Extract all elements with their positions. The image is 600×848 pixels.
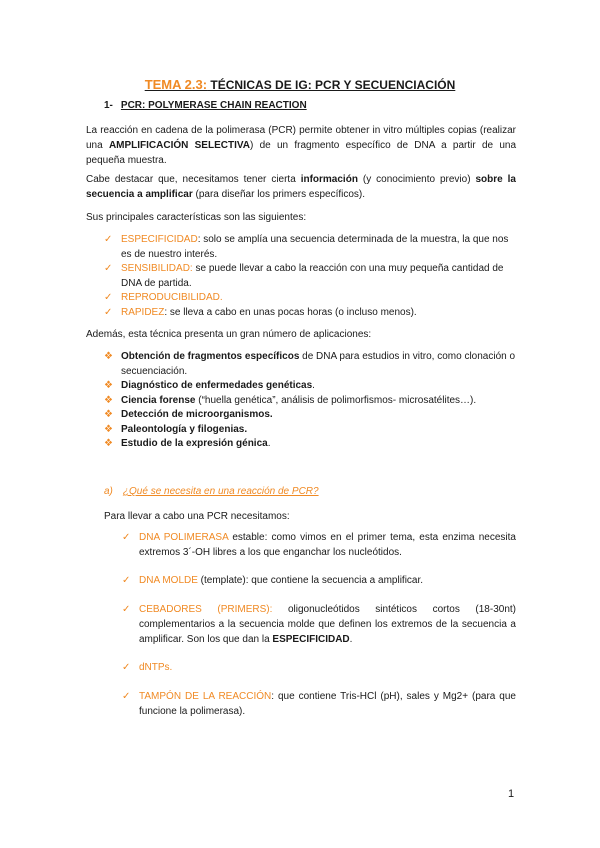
item-text: : se lleva a cabo en unas pocas horas (o incluso menos). [164, 306, 417, 318]
page-title [0, 77, 600, 92]
list-item [104, 233, 516, 262]
item-text: de DNA para estudios in vitro, como clonación o secuenciación. [121, 351, 516, 377]
item-term: CEBADORES (PRIMERS): [139, 604, 273, 615]
item-term: TAMPÓN DE LA REACCIÓN [139, 691, 272, 702]
item-term: REPRODUCIBILIDAD. [121, 292, 223, 303]
title-number: TEMA 2.3: [144, 77, 208, 92]
item-term: RAPIDEZ [121, 306, 165, 318]
paragraph-information [86, 172, 516, 202]
subsection-label: ¿Qué se necesita en una reacción de PCR? [122, 486, 319, 497]
item-text-end: . [349, 634, 353, 645]
characteristics-list [104, 233, 516, 320]
para2-bold-d: sobre la secuencia a amplificar [86, 174, 516, 200]
item-term: dNTPs. [139, 662, 173, 673]
item-term: DNA POLIMERASA [139, 532, 229, 543]
section-heading [104, 100, 307, 111]
list-item [122, 660, 516, 675]
list-item [104, 423, 516, 438]
list-item [104, 408, 516, 423]
section-number: 1- [104, 100, 113, 111]
list-item [104, 350, 516, 379]
item-term: ESPECIFICIDAD [121, 234, 198, 245]
paragraph-intro [86, 123, 516, 168]
item-text: : solo se amplía una secuencia determinada de la muestra, la que nos es de nuestro interés. [121, 234, 509, 260]
para2-text-a: Cabe destacar que, necesitamos tener cierta [86, 174, 301, 185]
list-item [104, 394, 516, 409]
subsection-heading [104, 486, 319, 497]
list-item [122, 573, 516, 588]
ingredients-list [122, 530, 516, 560]
item-text: (template): que contiene la secuencia a amplificar. [197, 575, 424, 586]
paragraph-applications-intro: Además, esta técnica presenta un gran número de aplicaciones: [86, 329, 372, 340]
para1-text-a: La reacción en cadena de la polimerasa (PCR) permite obtener in vitro múltiples copias (realizar una [86, 125, 516, 151]
subsection-number: a) [104, 486, 113, 497]
para2-text-c: (y conocimiento previo) [357, 174, 476, 185]
item-bold: Detección de microorganismos. [121, 409, 273, 420]
item-text: oligonucleótidos sintéticos cortos (18-30nt) complementarios a la secuencia molde que definen los extremos de la secuencia a amplificar. Son los que dan la [139, 604, 516, 645]
item-term: SENSIBILIDAD: [121, 263, 193, 274]
list-item [104, 291, 516, 306]
ingredients-list [122, 689, 516, 719]
list-item [104, 262, 516, 291]
item-bold: Diagnóstico de enfermedades genéticas [121, 380, 313, 391]
list-item [122, 530, 516, 560]
item-text: se puede llevar a cabo la reacción con una muy pequeña cantidad de DNA de partida. [121, 263, 504, 289]
item-text: . [267, 438, 271, 449]
list-item [122, 689, 516, 719]
item-text: (“huella genética”, análisis de polimorfismos- microsatélites…). [195, 394, 477, 406]
list-item [122, 602, 516, 647]
item-text: : que contiene Tris-HCl (pH), sales y Mg2+ (para que funcione la polimerasa). [139, 691, 516, 717]
item-bold: ESPECIFICIDAD [272, 634, 350, 645]
item-bold: Ciencia forense [121, 394, 196, 406]
page-number: 1 [508, 788, 515, 800]
ingredients-list [122, 573, 516, 588]
paragraph-requirements-intro: Para llevar a cabo una PCR necesitamos: [104, 511, 290, 522]
ingredients-list [122, 660, 516, 675]
title-text: TÉCNICAS DE IG: PCR Y SECUENCIACIÓN [207, 78, 456, 92]
list-item [104, 379, 516, 394]
para1-bold: AMPLIFICACIÓN SELECTIVA [108, 140, 251, 151]
paragraph-characteristics-intro: Sus principales características son las siguientes: [86, 212, 307, 223]
para1-text-c: ) de un fragmento específico de DNA a partir de una pequeña muestra. [86, 140, 517, 166]
section-label: PCR: POLYMERASE CHAIN REACTION [120, 100, 307, 111]
item-bold: Paleontología y filogenias. [121, 423, 248, 435]
item-term: DNA MOLDE [139, 575, 198, 586]
item-text: estable: como vimos en el primer tema, esta enzima necesita extremos 3´-OH libres a los que enganchar los nucleótidos. [139, 532, 516, 558]
para2-bold-b: información [300, 174, 358, 185]
list-item [104, 437, 516, 452]
item-bold: Estudio de la expresión génica [121, 438, 268, 449]
item-bold: Obtención de fragmentos específicos [121, 351, 300, 362]
item-text: . [312, 380, 315, 391]
applications-list [104, 350, 516, 452]
ingredients-list [122, 602, 516, 647]
list-item [104, 306, 516, 321]
para2-text-e: (para diseñar los primers específicos). [192, 189, 366, 200]
